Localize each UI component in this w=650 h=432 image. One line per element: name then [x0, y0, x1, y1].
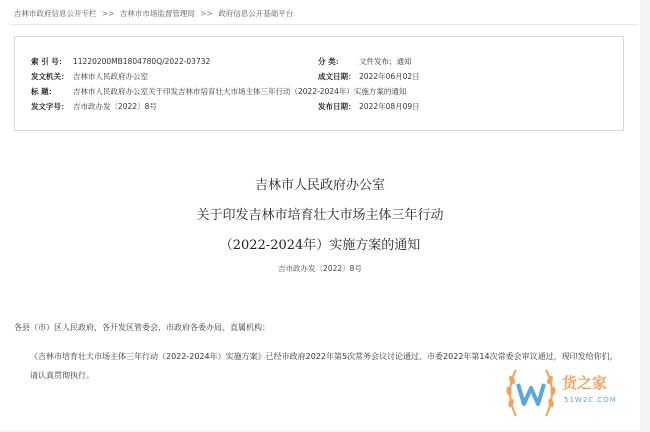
meta-row-title — [15, 84, 623, 99]
watermark-laurel-icon — [500, 358, 570, 428]
category-value: 文件发布；通知 — [359, 57, 412, 66]
document-title-line-3: （2022-2024年）实施方案的通知 — [219, 238, 421, 253]
index-value: 11220200MB1804780Q/2022-03732 — [73, 57, 211, 66]
doc-number-label: 发文字号： — [31, 102, 69, 111]
index-label: 索 引 号： — [31, 57, 67, 66]
issuer-value: 吉林市人民政府办公室 — [73, 72, 148, 81]
breadcrumb-separator: >> — [101, 9, 115, 18]
breadcrumb-separator: >> — [200, 9, 213, 18]
body-paragraph: 《吉林市培育壮大市场主体三年行动（2022-2024年）实施方案》已经市政府2022年第5次常务会议讨论通过、市委2022年第14次常委会审议通过，现印发给你们，请认真贯彻执行。 — [30, 352, 618, 380]
title-label: 标 题： — [31, 87, 57, 96]
breadcrumb-item-info-platform[interactable]: 政府信息公开基础平台 — [218, 9, 294, 18]
watermark-logo — [500, 358, 650, 430]
published-date-value: 2022年08月09日 — [359, 102, 420, 111]
meta-row-index — [15, 54, 623, 69]
salutation: 各县（市）区人民政府，各开发区管委会，市政府各委办局、直属机构： — [14, 323, 270, 332]
breadcrumb-item-market-bureau[interactable]: 吉林市市场监督管理局 — [119, 9, 195, 18]
created-date-label: 成文日期： — [318, 72, 356, 81]
divider — [10, 24, 638, 25]
issuer-label: 发文机关： — [31, 72, 69, 81]
meta-row-docno — [15, 99, 623, 114]
breadcrumb — [14, 8, 293, 19]
title-value: 吉林市人民政府办公室关于印发吉林市培育壮大市场主体三年行动（2022-2024年）实施方案的通知 — [73, 87, 407, 96]
watermark-domain: 51W2C.COM — [564, 396, 617, 404]
breadcrumb-item-gov-info-column[interactable]: 吉林市政府信息公开专栏 — [14, 9, 97, 18]
watermark-name: 货之家 — [562, 374, 608, 392]
document-number: 吉市政办发〔2022〕8号 — [278, 264, 362, 273]
published-date-label: 发布日期： — [318, 102, 356, 111]
meta-row-issuer — [15, 69, 623, 84]
created-date-value: 2022年06月02日 — [359, 72, 420, 81]
document-title-line-1: 吉林市人民政府办公室 — [254, 178, 385, 193]
doc-number-value: 吉市政办发〔2022〕8号 — [73, 102, 157, 111]
metadata-table — [14, 36, 624, 131]
category-label: 分 类： — [318, 57, 344, 66]
document-title-line-2: 关于印发吉林市培育壮大市场主体三年行动 — [196, 208, 444, 223]
